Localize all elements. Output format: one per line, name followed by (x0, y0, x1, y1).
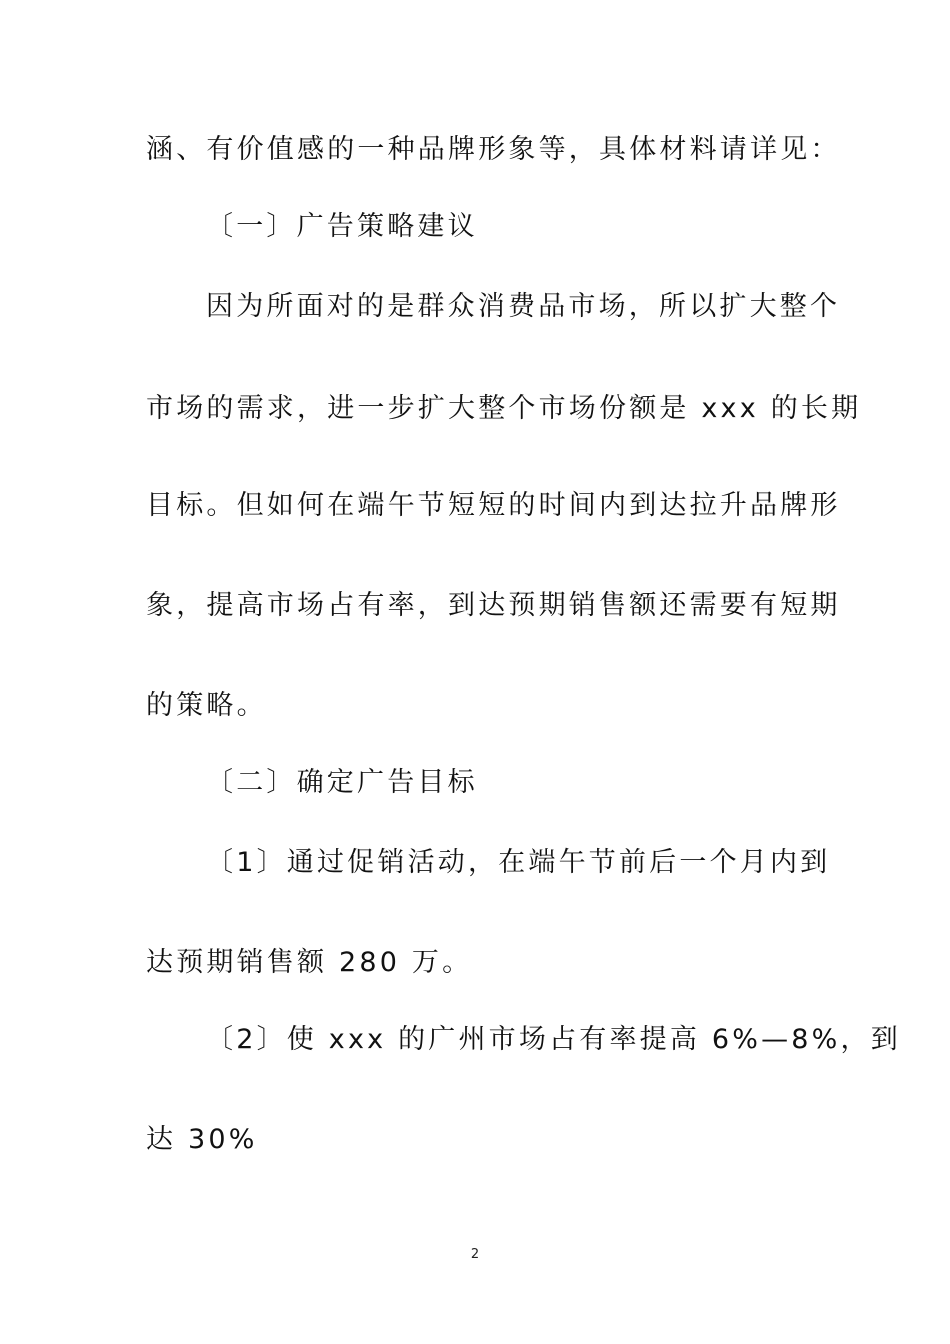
text-line-5: 目标。但如何在端午节短短的时间内到达拉升品牌形 (146, 490, 841, 521)
text-line-7: 的策略。 (146, 690, 267, 721)
text-line-12: 达 30% (146, 1124, 258, 1155)
text-line-1: 涵、有价值感的一种品牌形象等，具体材料请详见： (146, 134, 841, 165)
text-line-9: 〔1〕通过促销活动，在端午节前后一个月内到 (206, 847, 831, 878)
text-line-6: 象，提高市场占有率，到达预期销售额还需要有短期 (146, 590, 841, 621)
text-line-10: 达预期销售额 280 万。 (146, 947, 473, 978)
page-number: 2 (470, 1247, 480, 1262)
section-heading-strategy: 〔一〕广告策略建议 (206, 211, 478, 242)
text-line-11: 〔2〕使 xxx 的广州市场占有率提高 6%—8%，到 (206, 1024, 901, 1055)
text-line-4: 市场的需求，进一步扩大整个市场份额是 xxx 的长期 (146, 393, 862, 424)
text-line-3: 因为所面对的是群众消费品市场，所以扩大整个 (206, 291, 841, 322)
section-heading-goals: 〔二〕确定广告目标 (206, 767, 478, 798)
